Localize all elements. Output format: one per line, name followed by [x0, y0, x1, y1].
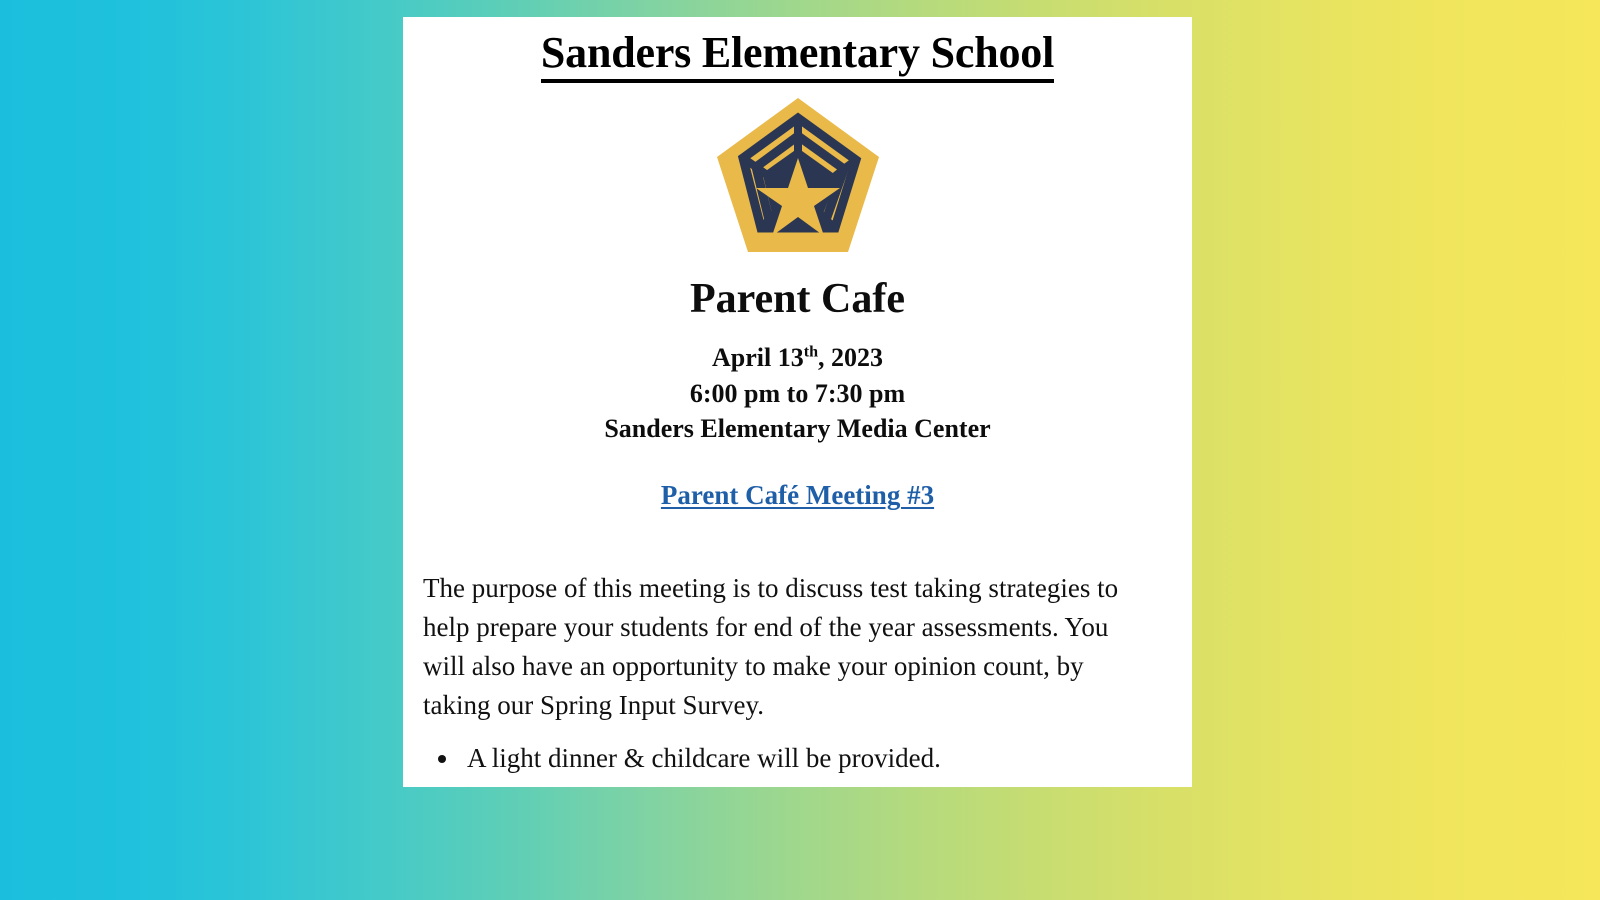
page-title-text: Sanders Elementary School	[541, 28, 1054, 83]
info-bullet-list	[403, 739, 1192, 778]
event-date-year: , 2023	[818, 343, 884, 373]
event-date-line	[403, 340, 1192, 375]
list-item: • A light dinner & childcare will be provided.	[461, 739, 1192, 778]
meeting-link-row	[403, 480, 1192, 511]
parent-cafe-meeting-link[interactable]: Parent Café Meeting #3	[660, 480, 935, 511]
school-logo	[403, 96, 1192, 254]
event-location: Sanders Elementary Media Center	[604, 414, 991, 444]
event-date-ordinal: th	[803, 343, 819, 361]
event-time: 6:00 pm to 7:30 pm	[689, 378, 906, 408]
star-pentagon-icon	[715, 96, 881, 254]
purpose-paragraph: The purpose of this meeting is to discuss test taking strategies to help prepare your students for end of the year assessments. You will also have an opportunity to make your opinion count, by taking our Spring Input Survey.	[423, 573, 1119, 721]
event-details	[403, 340, 1192, 446]
page-title	[403, 30, 1192, 76]
flyer-page	[403, 17, 1192, 787]
event-date-prefix: April 13	[711, 343, 804, 373]
event-name: Parent Cafe	[690, 276, 905, 323]
